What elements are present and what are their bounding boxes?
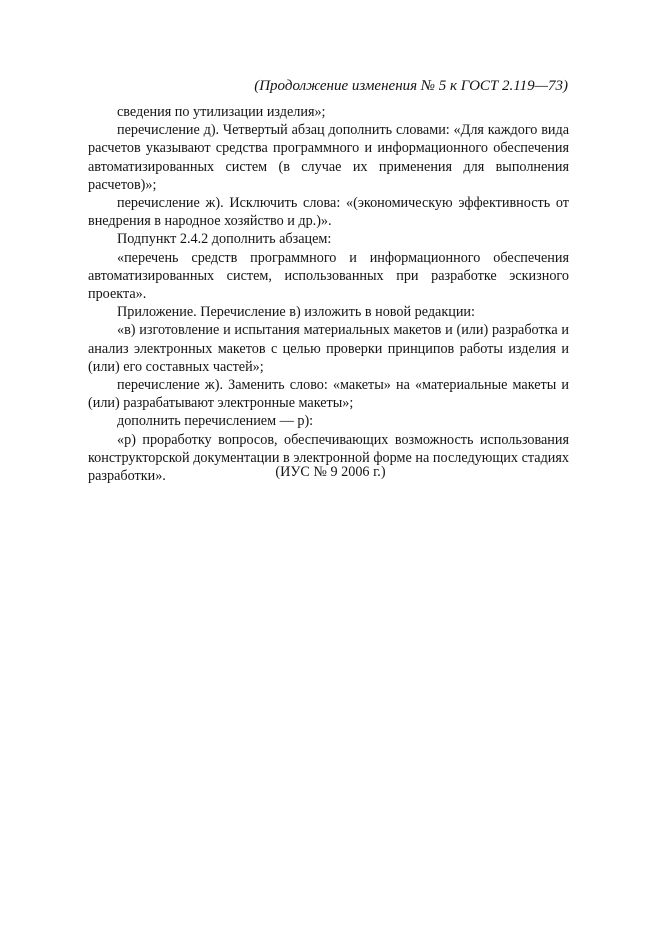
source-note: (ИУС № 9 2006 г.): [275, 464, 386, 480]
paragraph-item-zh-exclude: перечисление ж). Исключить слова: «(экономическую эффективность от внедрения в народное хозяйство и др.)».: [88, 195, 569, 230]
continuation-header: (Продолжение изменения № 5 к ГОСТ 2.119—73): [254, 78, 568, 94]
paragraph-item-zh-replace: перечисление ж). Заменить слово: «макеты» на «материальные макеты и (или) разрабатывают электронные макеты»;: [88, 377, 569, 412]
paragraph-subclause-2-4-2: Подпункт 2.4.2 дополнить абзацем:: [117, 231, 332, 248]
paragraph-item-d: перечисление д). Четвертый абзац дополнить словами: «Для каждого вида расчетов указывают средства программного и информационного обеспечения автоматизированных систем (в случае их применения для выполнения расчетов)»;: [88, 122, 569, 193]
paragraph-add-item-r: дополнить перечислением — р):: [117, 413, 314, 430]
paragraph-item-v: «в) изготовление и испытания материальных макетов и (или) разработка и анализ электронных макетов с целью проверки принципов работы изделия и (или) его составных частей»;: [88, 322, 569, 375]
paragraph-disposal-info: сведения по утилизации изделия»;: [117, 104, 326, 120]
amendment-body: [88, 103, 569, 485]
paragraph-item-r: «р) проработку вопросов, обеспечивающих возможность использования конструкторской документации в электронной форме на последующих стадиях разработки».: [88, 431, 569, 485]
paragraph-software-list: «перечень средств программного и информационного обеспечения автоматизированных систем, использованных при разработке эскизного проекта».: [88, 249, 569, 303]
paragraph-appendix: Приложение. Перечисление в) изложить в новой редакции:: [117, 304, 475, 321]
